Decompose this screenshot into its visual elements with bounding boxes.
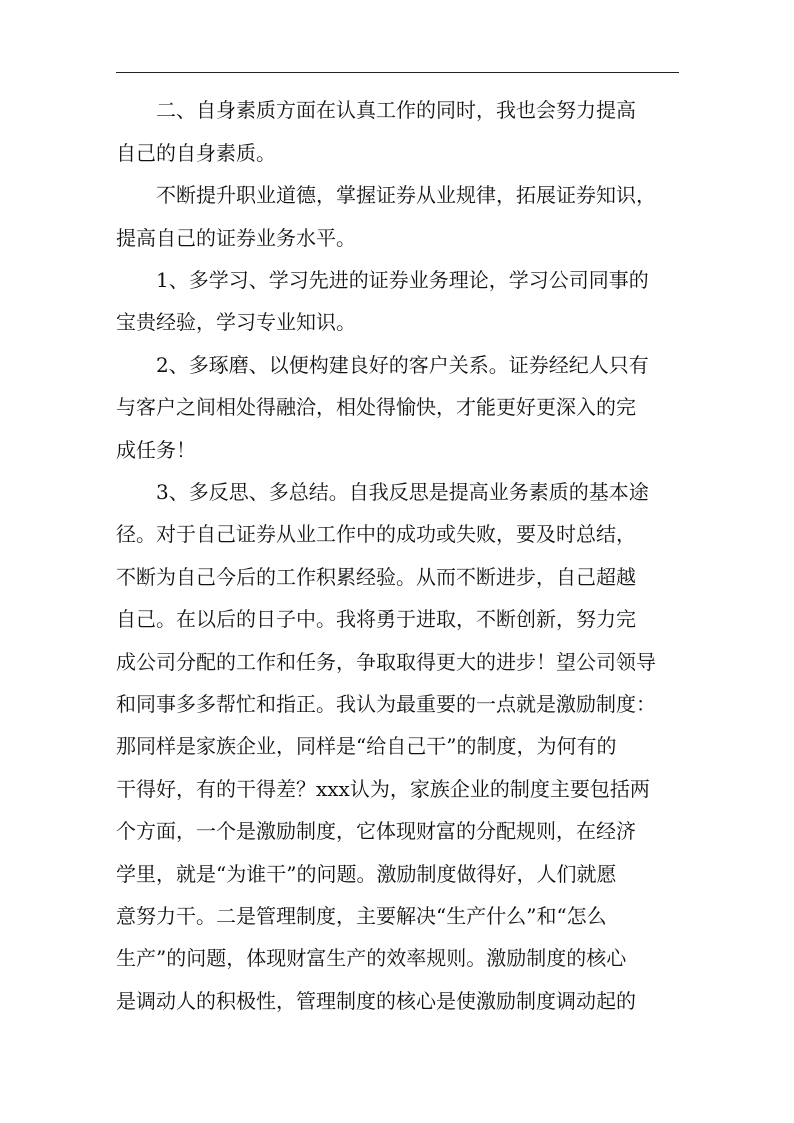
text-line: 那同样是家族企业，同样是“给自己干”的制度，为何有的 bbox=[116, 734, 617, 758]
text-line: 宝贵经验，学习专业知识。 bbox=[116, 310, 356, 334]
header-rule bbox=[116, 72, 679, 73]
text-line: 和同事多多帮忙和指正。我认为最重要的一点就是激励制度： bbox=[116, 692, 656, 716]
text-line: 意努力干。二是管理制度，主要解决“生产什么”和“怎么 bbox=[116, 904, 607, 928]
text-line: 二、自身素质方面在认真工作的同时，我也会努力提高 bbox=[116, 98, 636, 122]
text-line: 1、多学习、学习先进的证券业务理论，学习公司同事的 bbox=[116, 268, 649, 292]
text-line: 径。对于自己证券从业工作中的成功或失败，要及时总结， bbox=[116, 522, 636, 546]
text-line: 不断为自己今后的工作积累经验。从而不断进步，自己超越 bbox=[116, 565, 636, 589]
text-line: 3、多反思、多总结。自我反思是提高业务素质的基本途 bbox=[116, 480, 649, 504]
text-line: 个方面，一个是激励制度，它体现财富的分配规则，在经济 bbox=[116, 819, 636, 843]
text-line: 提高自己的证券业务水平。 bbox=[116, 226, 356, 250]
text-line: 成任务！ bbox=[116, 438, 196, 462]
text-line: 干得好，有的干得差？xxx认为，家族企业的制度主要包括两 bbox=[116, 777, 650, 801]
text-line: 2、多琢磨、以便构建良好的客户关系。证券经纪人只有 bbox=[116, 353, 649, 377]
text-line: 自己的自身素质。 bbox=[116, 141, 276, 165]
text-line: 自己。在以后的日子中。我将勇于进取，不断创新，努力完 bbox=[116, 607, 636, 631]
text-line: 成公司分配的工作和任务，争取取得更大的进步！望公司领导 bbox=[116, 650, 656, 674]
text-line: 与客户之间相处得融洽，相处得愉快，才能更好更深入的完 bbox=[116, 395, 636, 419]
text-line: 不断提升职业道德，掌握证券从业规律，拓展证券知识， bbox=[116, 183, 656, 207]
text-line: 生产”的问题，体现财富生产的效率规则。激励制度的核心 bbox=[116, 946, 627, 970]
text-line: 是调动人的积极性，管理制度的核心是使激励制度调动起的 bbox=[116, 989, 636, 1013]
text-line: 学里，就是“为谁干”的问题。激励制度做得好，人们就愿 bbox=[116, 862, 617, 886]
